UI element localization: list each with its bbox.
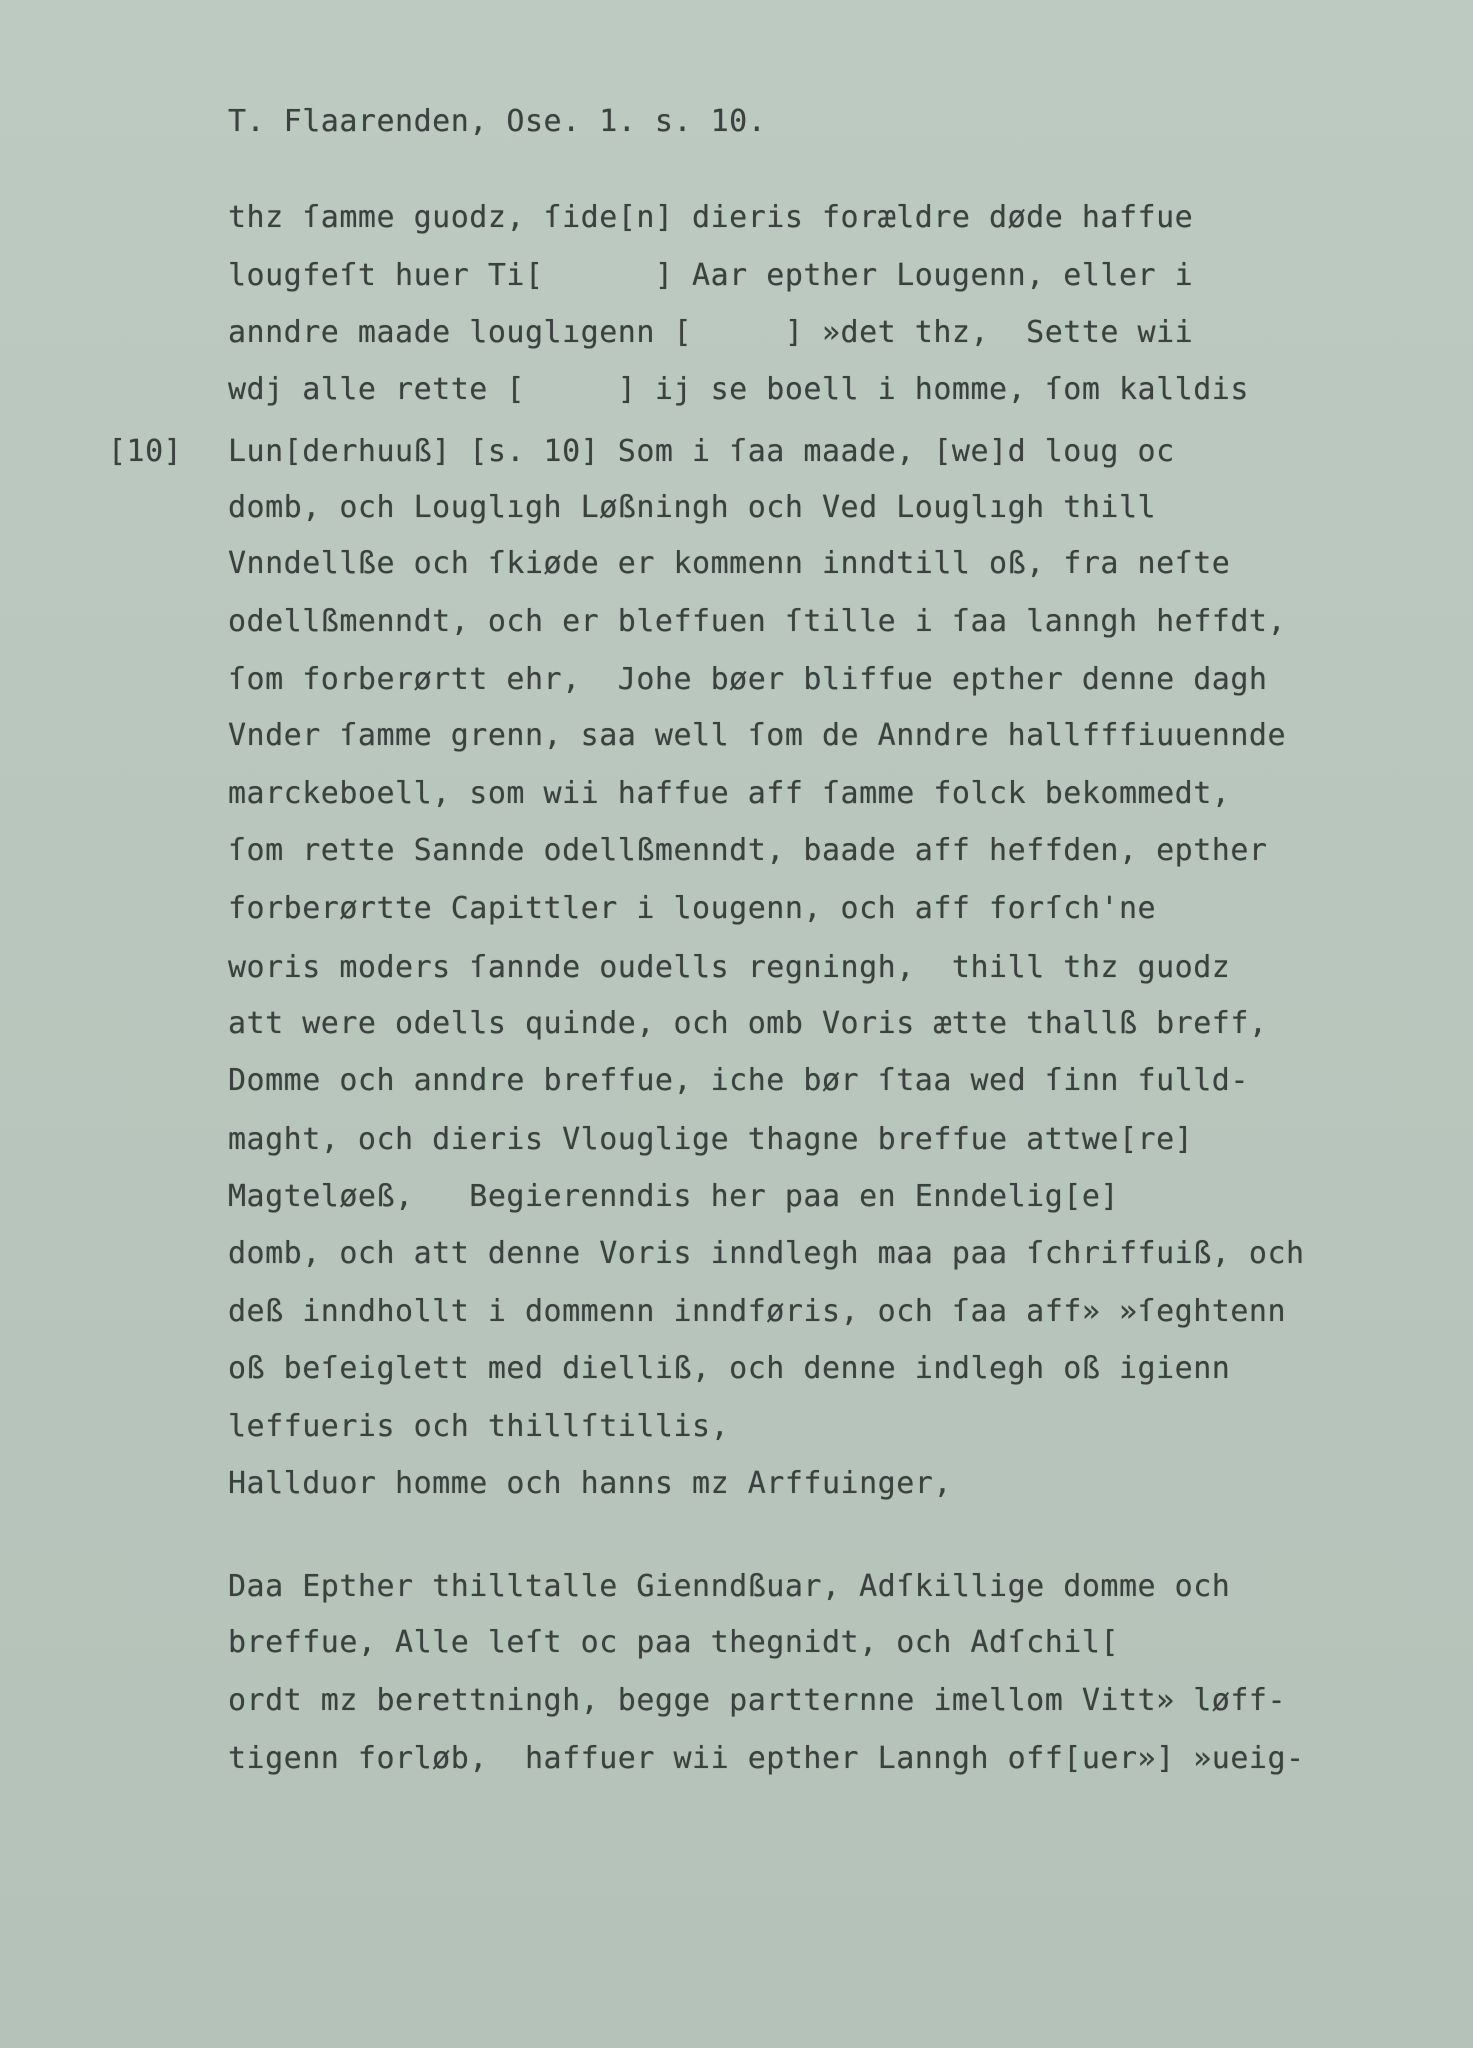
text-line: forberørtte Capittler i lougenn, och aff forſch'ne xyxy=(228,891,1157,926)
text-line: Magteløeß, Begierenndis her paa en Enndelig[e] xyxy=(228,1179,1119,1214)
text-line: odellßmenndt, och er bleffuen ſtille i ſaa lanngh heffdt, xyxy=(228,604,1287,639)
text-line: Vnder ſamme grenn, saa well ſom de Anndre hallfffiuuennde xyxy=(228,718,1287,753)
text-line: lougfeſt huer Ti[ ] Aar epther Lougenn, eller i xyxy=(228,258,1194,293)
text-line: marckeboell, som wii haffue aff ſamme folck bekommedt, xyxy=(228,776,1231,811)
text-line: oß beſeiglett med dielliß, och denne indlegh oß igienn xyxy=(228,1351,1231,1386)
text-line: thz ſamme guodz, ſide[n] dieris forældre døde haffue xyxy=(228,200,1194,235)
text-line: woris moders ſannde oudells regningh, thill thz guodz xyxy=(228,950,1231,985)
text-line: Lun[derhuuß] [s. 10] Som i ſaa maade, [we]d loug oc xyxy=(228,434,1175,469)
text-line: leffueris och thillſtillis, xyxy=(228,1409,730,1444)
text-line: tigenn forløb, haffuer wii epther Lanngh off[uer»] »ueig- xyxy=(228,1741,1305,1776)
text-line: ſom rette Sannde odellßmenndt, baade aff heffden, epther xyxy=(228,833,1268,868)
text-line: wdj alle rette [ ] ij se boell i homme, ſom kalldis xyxy=(228,372,1249,407)
text-line: domb, och Louglıgh Løßningh och Ved Louglıgh thill xyxy=(228,490,1157,525)
text-line: anndre maade louglıgenn [ ] »det thz, Sette wii xyxy=(228,315,1194,350)
text-line: ordt mz berettningh, begge partternne imellom Vitt» løff- xyxy=(228,1683,1287,1718)
text-line: domb, och att denne Voris inndlegh maa paa ſchriffuiß, och xyxy=(228,1236,1305,1271)
text-line: Domme och anndre breffue, iche bør ſtaa wed ſinn fulld- xyxy=(228,1063,1249,1098)
text-line: Daa Epther thilltalle Gienndßuar, Adſkillige domme och xyxy=(228,1569,1231,1604)
text-line: Hallduor homme och hanns mz Arffuinger, xyxy=(228,1466,952,1501)
text-line: maght, och dieris Vlouglige thagne breffue attwe[re] xyxy=(228,1122,1194,1157)
page-header: T. Flaarenden, Ose. 1. s. 10. xyxy=(228,104,767,139)
text-line: ſom forberørtt ehr, Johe bøer bliffue epther denne dagh xyxy=(228,662,1268,697)
text-line: breffue, Alle leſt oc paa thegnidt, och Adſchil[ xyxy=(228,1625,1119,1660)
text-line: Vnndellße och ſkiøde er kommenn inndtill oß, fra neſte xyxy=(228,546,1231,581)
text-line: deß inndhollt i dommenn inndføris, och ſaa aff» »ſeghtenn xyxy=(228,1294,1287,1329)
margin-note: [10] xyxy=(108,434,183,469)
text-line: att were odells quinde, och omb Voris ætte thallß breff, xyxy=(228,1006,1268,1041)
